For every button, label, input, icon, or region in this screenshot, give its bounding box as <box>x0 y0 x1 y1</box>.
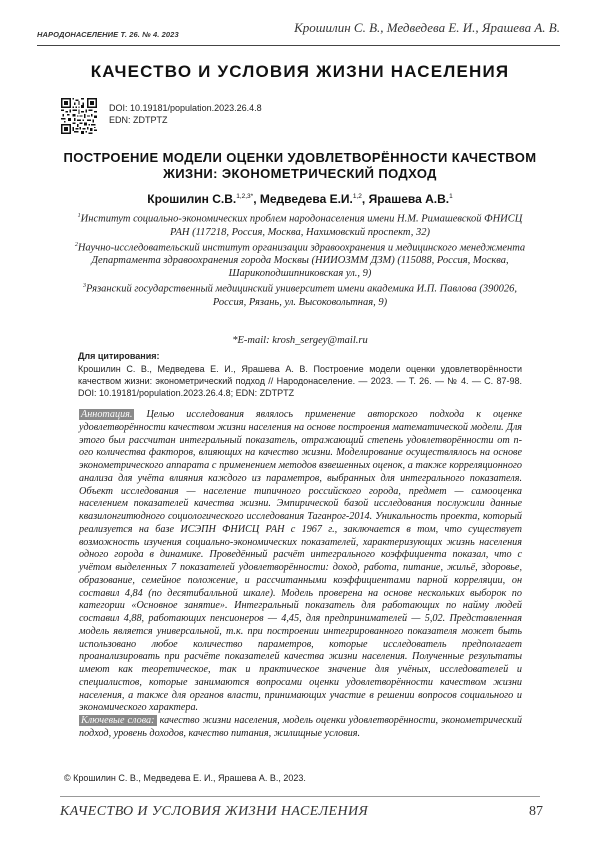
citation-label: Для цитирования: <box>78 351 160 361</box>
section-title: КАЧЕСТВО И УСЛОВИЯ ЖИЗНИ НАСЕЛЕНИЯ <box>90 62 510 81</box>
author-name: Медведева Е.И. <box>259 192 353 206</box>
running-header <box>37 20 560 42</box>
affiliation-text: Рязанский государственный медицинский университет имени академика И.П. Павлова (390026, Россия, Рязань, ул. Высоковольтная, 9) <box>86 283 517 308</box>
keywords-paragraph <box>79 715 522 741</box>
author-affiliation-marker: 1,2,3* <box>236 193 254 200</box>
citation-text: Крошилин С. В., Медведева Е. И., Ярашева А. В. Построение модели оценки удовлетворённости качеством жизни: эконометрический подход // Народонаселение. — 2023. — Т. 26. — № 4. — С. 87-98. DOI: 10.19181/population.2023.26.4.8; EDN: ZDTPTZ <box>78 364 522 398</box>
author-list: Крошилин С.В.$^{1,2,3*}$, Медведева Е.И.$^{1,2}$, Ярашева А.В.$^1$ <box>147 192 453 206</box>
affiliation-text: Научно-исследовательский институт организации здравоохранения и медицинского менеджмента Департамента здравоохранения города Москвы (НИИОЗММ ДЗМ) (115088, Россия, Москва, Шарикоподшипниковская ул., 9) <box>77 242 526 279</box>
qr-code-icon <box>61 98 97 134</box>
author-name: Крошилин С.В. <box>147 192 237 206</box>
abstract-label: Аннотация. <box>81 409 133 420</box>
affiliation-list <box>70 210 530 309</box>
abstract-paragraph <box>79 409 522 715</box>
author-affiliation-marker: 1,2 <box>352 193 362 200</box>
footer-section-name: КАЧЕСТВО И УСЛОВИЯ ЖИЗНИ НАСЕЛЕНИЯ <box>60 804 369 819</box>
author-name: Ярашева А.В. <box>368 192 450 206</box>
abstract-text: Целью исследования являлось применение авторского подхода к оценке удовлетворённости качеством жизни населения на основе построения математической модели. Для этого был рассчитан интегральный показатель, отражающий степень удовлетворённости от n-ого количества факторов, влияющих на качество жизни. Моделирование осуществлялось на основе эконометрического аппарата с применением методов взвешенных оценок, а также корреляционного анализа для учёта влияния каждого из параметров, выбранных для интегрального показателя. Объект исследования — население типичного российского города, предмет — самооценка населением показателей качества жизни. Эмпирической базой исследования послужили данные квазилонгитюдного социологического исследования Таганрог-2014. Уникальность проекта, который реализуется на базе ИСЭПН ФНИСЦ РАН с 1967 г., заключается в том, что существует возможность изучения социально-экономических показателей, характеризующих жизнь населения одного города в динамике. Проведённый расчёт интегрального коэффициента показал, что с учётом выделенных 7 показателей удовлетворённости: доход, работа, питание, жильё, здоровье, образование, семейное положение, и рассчитанными коэффициентами парной корреляции, он составил 4,84 (по десятибалльной шкале). Модель проверена на основе нескольких выборок по категории «Основное занятие». Интегральный показатель для работающих по найму людей составил 4,88, работающих пенсионеров — 4,45, для предпринимателей — 5,02. Представленная модель является универсальной, т.к. при построении интегрированного показателя может быть использовано любое количество параметров, которые исследователь предполагает проанализировать при расчёте показателей качества жизни населения. Полученные результаты имеют как теоретическое, так и практическое значение для учёных, исследователей и специалистов, которые занимаются вопросами оценки удовлетворённости качеством жизни населения, а также для органов власти, принимающих участие в решении вопросов социального и экономического характера. <box>79 409 522 714</box>
keywords-text: качество жизни населения, модель оценки удовлетворённости, эконометрический подход, уровень доходов, качество питания, жилищные условия. <box>79 715 522 739</box>
abstract-block <box>79 409 522 741</box>
footer-divider <box>60 796 540 797</box>
keywords-label: Ключевые слова: <box>81 715 155 726</box>
author-affiliation-marker: 1 <box>449 193 453 200</box>
copyright-notice: © Крошилин С. В., Медведева Е. И., Ярашева А. В., 2023. <box>64 773 306 783</box>
article-identifiers <box>109 102 262 126</box>
contact-email[interactable]: *E-mail: krosh_sergey@mail.ru <box>232 335 368 346</box>
affiliation-text: Институт социально-экономических проблем народонаселения имени Н.М. Римашевской ФНИСЦ РАН (117218, Россия, Москва, Нахимовский проспект, 32) <box>80 213 523 238</box>
affiliation-number: 3 <box>83 283 87 289</box>
doi-link[interactable]: DOI: 10.19181/population.2023.26.4.8 <box>109 103 262 113</box>
affiliation <box>70 210 530 239</box>
affiliation-number: 2 <box>74 241 78 248</box>
header-authors: Крошилин С. В., Медведева Е. И., Ярашева А. В. <box>294 20 560 35</box>
affiliation-number: 1 <box>77 213 81 219</box>
affiliation <box>70 280 530 309</box>
header-divider <box>37 45 560 46</box>
affiliation <box>70 239 530 281</box>
edn-code: EDN: ZDTPTZ <box>109 115 168 125</box>
journal-reference: НАРОДОНАСЕЛЕНИЕ Т. 26. № 4. 2023 <box>37 30 179 39</box>
article-title: ПОСТРОЕНИЕ МОДЕЛИ ОЦЕНКИ УДОВЛЕТВОРЁННОСТИ КАЧЕСТВОМ ЖИЗНИ: ЭКОНОМЕТРИЧЕСКИЙ ПОДХОД <box>63 150 537 181</box>
page-number: 87 <box>529 804 543 819</box>
